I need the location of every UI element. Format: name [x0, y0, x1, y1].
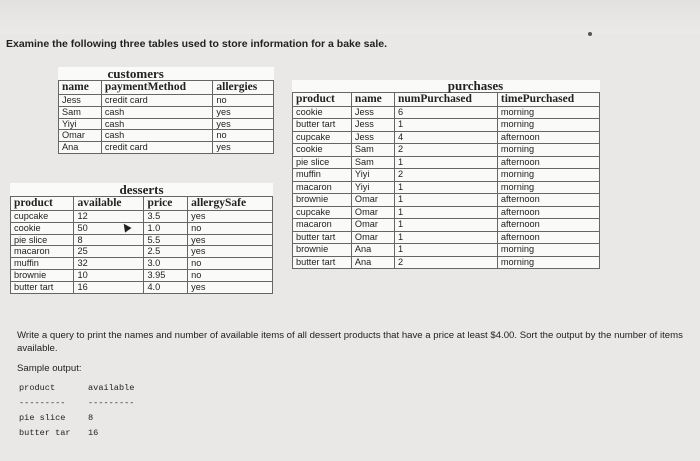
- purchases-row: [293, 156, 600, 169]
- customers-cell: Omar: [59, 130, 102, 142]
- customers-header-allergies: allergies: [213, 81, 274, 95]
- desserts-cell: no: [188, 269, 273, 281]
- top-band: [0, 0, 700, 34]
- desserts-cell: cookie: [11, 222, 74, 234]
- desserts-table: [10, 183, 273, 294]
- question-title: Examine the following three tables used to store information for a bake sale.: [6, 38, 387, 50]
- purchases-cell: afternoon: [497, 206, 599, 219]
- customers-caption: customers: [107, 66, 164, 81]
- purchases-cell: morning: [497, 256, 599, 269]
- purchases-cell: Omar: [351, 219, 394, 232]
- desserts-cell: yes: [188, 234, 273, 246]
- purchases-cell: Omar: [351, 194, 394, 207]
- purchases-header-name: name: [351, 92, 394, 106]
- desserts-cell: 1.0: [144, 222, 188, 234]
- desserts-cell: muffin: [11, 258, 74, 270]
- purchases-cell: afternoon: [497, 131, 599, 144]
- desserts-row: [11, 281, 273, 293]
- desserts-header-allergysafe: allergySafe: [188, 197, 273, 211]
- purchases-row: [293, 119, 600, 132]
- purchases-cell: Omar: [351, 231, 394, 244]
- customers-cell: cash: [101, 130, 213, 142]
- purchases-cell: muffin: [293, 169, 352, 182]
- purchases-cell: macaron: [293, 219, 352, 232]
- desserts-cell: no: [188, 222, 273, 234]
- desserts-cell: 32: [74, 258, 144, 270]
- purchases-row: [293, 219, 600, 232]
- purchases-cell: afternoon: [497, 231, 599, 244]
- purchases-cell: cookie: [293, 144, 352, 157]
- desserts-cell: 10: [74, 269, 144, 281]
- purchases-cell: morning: [497, 119, 599, 132]
- purchases-row: [293, 131, 600, 144]
- customers-body: [59, 95, 274, 154]
- desserts-caption: desserts: [119, 182, 164, 197]
- desserts-cell: 4.0: [144, 281, 188, 293]
- purchases-cell: butter tart: [293, 119, 352, 132]
- purchases-cell: macaron: [293, 181, 352, 194]
- desserts-cell: yes: [188, 246, 273, 258]
- purchases-row: [293, 181, 600, 194]
- purchases-row: [293, 169, 600, 182]
- customers-cell: Yiyi: [59, 118, 102, 130]
- desserts-cell: 50: [74, 222, 144, 234]
- purchases-cell: Jess: [351, 106, 394, 119]
- customers-table: [58, 67, 274, 154]
- purchases-row: [293, 194, 600, 207]
- purchases-cell: Ana: [351, 256, 394, 269]
- customers-cell: credit card: [101, 142, 213, 154]
- desserts-cell: cupcake: [11, 211, 74, 223]
- desserts-cell: 5.5: [144, 234, 188, 246]
- purchases-cell: morning: [497, 169, 599, 182]
- desserts-cell: 3.0: [144, 258, 188, 270]
- question-prompt: Write a query to print the names and number of available items of all dessert products that have a price at least $4.00. Sort the output by the number of items available.: [17, 330, 683, 354]
- customers-cell: Sam: [59, 106, 102, 118]
- customers-cell: yes: [213, 142, 274, 154]
- purchases-cell: cookie: [293, 106, 352, 119]
- purchases-header-timepurchased: timePurchased: [497, 92, 599, 106]
- desserts-cell: yes: [188, 281, 273, 293]
- purchases-cell: Yiyi: [351, 181, 394, 194]
- customers-header-payment: paymentMethod: [101, 81, 213, 95]
- customers-row: [59, 118, 274, 130]
- purchases-cell: Jess: [351, 131, 394, 144]
- purchases-cell: 1: [394, 206, 497, 219]
- purchases-cell: Ana: [351, 244, 394, 257]
- purchases-cell: brownie: [293, 194, 352, 207]
- purchases-cell: morning: [497, 181, 599, 194]
- purchases-cell: afternoon: [497, 194, 599, 207]
- desserts-cell: 25: [74, 246, 144, 258]
- purchases-cell: 4: [394, 131, 497, 144]
- sample-output-label: Sample output:: [17, 363, 82, 374]
- customers-cell: yes: [213, 106, 274, 118]
- purchases-cell: 6: [394, 106, 497, 119]
- purchases-cell: 1: [394, 181, 497, 194]
- sample-dash-product: ---------: [19, 398, 66, 408]
- sample-row-2-available: 16: [88, 428, 99, 438]
- customers-row: [59, 95, 274, 107]
- desserts-cell: no: [188, 258, 273, 270]
- sample-row-1-available: 8: [88, 413, 94, 423]
- desserts-header-available: available: [74, 197, 144, 211]
- purchases-cell: afternoon: [497, 219, 599, 232]
- purchases-row: [293, 144, 600, 157]
- customers-cell: Jess: [59, 95, 102, 107]
- desserts-cell: 3.5: [144, 211, 188, 223]
- customers-cell: no: [213, 95, 274, 107]
- purchases-cell: 2: [394, 169, 497, 182]
- purchases-cell: 1: [394, 219, 497, 232]
- purchases-table: [292, 80, 600, 269]
- purchases-cell: pie slice: [293, 156, 352, 169]
- purchases-row: [293, 231, 600, 244]
- purchases-cell: brownie: [293, 244, 352, 257]
- desserts-cell: yes: [188, 211, 273, 223]
- purchases-cell: morning: [497, 244, 599, 257]
- customers-cell: yes: [213, 118, 274, 130]
- purchases-header-product: product: [293, 92, 352, 106]
- customers-cell: cash: [101, 118, 213, 130]
- desserts-header-product: product: [11, 197, 74, 211]
- desserts-cell: butter tart: [11, 281, 74, 293]
- desserts-row: [11, 258, 273, 270]
- desserts-row: [11, 222, 273, 234]
- purchases-cell: Sam: [351, 156, 394, 169]
- purchases-body: [293, 106, 600, 269]
- purchases-caption: purchases: [447, 78, 504, 93]
- purchases-cell: Sam: [351, 144, 394, 157]
- desserts-cell: 2.5: [144, 246, 188, 258]
- purchases-row: [293, 256, 600, 269]
- desserts-header-price: price: [144, 197, 188, 211]
- desserts-row: [11, 246, 273, 258]
- purchases-cell: cupcake: [293, 131, 352, 144]
- purchases-cell: cupcake: [293, 206, 352, 219]
- sample-row-2-product: butter tar: [19, 428, 71, 438]
- desserts-cell: 12: [74, 211, 144, 223]
- customers-cell: credit card: [101, 95, 213, 107]
- dot-mark: [588, 32, 592, 36]
- purchases-cell: 1: [394, 156, 497, 169]
- purchases-row: [293, 206, 600, 219]
- purchases-cell: 1: [394, 119, 497, 132]
- purchases-cell: 1: [394, 244, 497, 257]
- desserts-cell: 3.95: [144, 269, 188, 281]
- desserts-row: [11, 211, 273, 223]
- customers-cell: Ana: [59, 142, 102, 154]
- purchases-cell: 2: [394, 144, 497, 157]
- purchases-row: [293, 106, 600, 119]
- desserts-body: [11, 211, 273, 294]
- purchases-cell: 2: [394, 256, 497, 269]
- purchases-cell: 1: [394, 231, 497, 244]
- desserts-row: [11, 234, 273, 246]
- sample-header-product: product: [19, 383, 56, 393]
- customers-header-name: name: [59, 81, 102, 95]
- sample-dash-available: ---------: [88, 398, 135, 408]
- purchases-cell: Yiyi: [351, 169, 394, 182]
- sample-header-available: available: [88, 383, 135, 393]
- desserts-cell: macaron: [11, 246, 74, 258]
- purchases-cell: Jess: [351, 119, 394, 132]
- customers-cell: no: [213, 130, 274, 142]
- desserts-cell: 8: [74, 234, 144, 246]
- purchases-cell: morning: [497, 144, 599, 157]
- customers-row: [59, 130, 274, 142]
- sample-row-1-product: pie slice: [19, 413, 66, 423]
- purchases-row: [293, 244, 600, 257]
- customers-row: [59, 106, 274, 118]
- purchases-cell: morning: [497, 106, 599, 119]
- purchases-cell: 1: [394, 194, 497, 207]
- customers-row: [59, 142, 274, 154]
- purchases-cell: afternoon: [497, 156, 599, 169]
- desserts-cell: pie slice: [11, 234, 74, 246]
- purchases-cell: Omar: [351, 206, 394, 219]
- customers-cell: cash: [101, 106, 213, 118]
- desserts-cell: brownie: [11, 269, 74, 281]
- purchases-cell: butter tart: [293, 231, 352, 244]
- purchases-header-numpurchased: numPurchased: [394, 92, 497, 106]
- desserts-row: [11, 269, 273, 281]
- purchases-cell: butter tart: [293, 256, 352, 269]
- desserts-cell: 16: [74, 281, 144, 293]
